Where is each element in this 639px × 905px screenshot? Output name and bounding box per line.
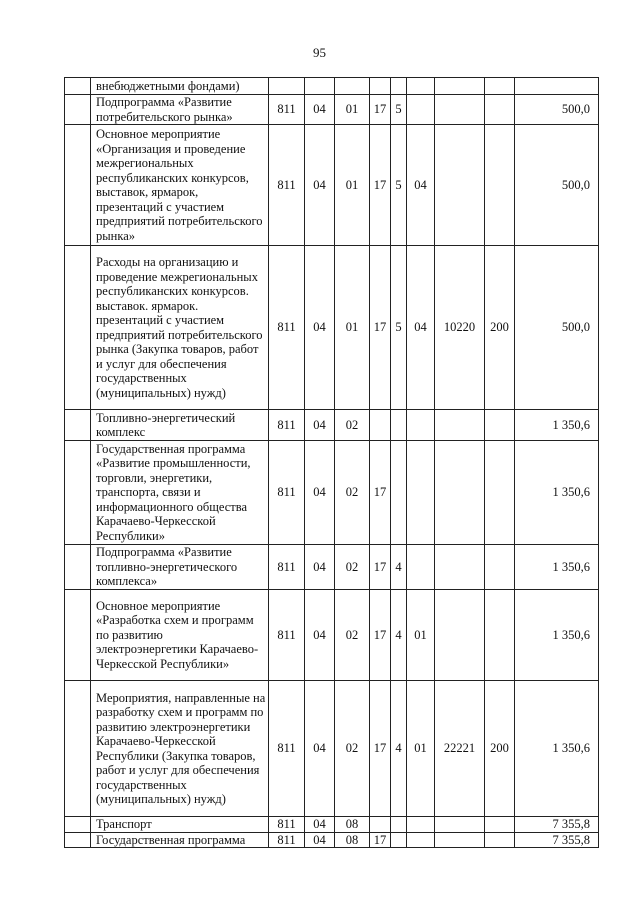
activity-code: 01 bbox=[407, 681, 435, 817]
section-code bbox=[305, 78, 335, 95]
expense-type-code bbox=[485, 590, 515, 681]
expense-type-code: 200 bbox=[485, 681, 515, 817]
direction-code bbox=[435, 95, 485, 125]
amount: 1 350,6 bbox=[515, 545, 599, 590]
amount: 7 355,8 bbox=[515, 817, 599, 833]
table-row bbox=[65, 441, 599, 545]
table-row bbox=[65, 95, 599, 125]
row-spacer bbox=[65, 95, 91, 125]
table-row bbox=[65, 125, 599, 246]
amount: 1 350,6 bbox=[515, 441, 599, 545]
row-spacer bbox=[65, 545, 91, 590]
row-spacer bbox=[65, 817, 91, 833]
program-code: 17 bbox=[370, 832, 391, 848]
table-row bbox=[65, 545, 599, 590]
direction-code bbox=[435, 410, 485, 441]
table-row bbox=[65, 410, 599, 441]
ministry-code: 811 bbox=[269, 410, 305, 441]
activity-code: 04 bbox=[407, 125, 435, 246]
subprogram-code bbox=[391, 817, 407, 833]
table-row bbox=[65, 832, 599, 848]
section-code: 04 bbox=[305, 125, 335, 246]
row-spacer bbox=[65, 410, 91, 441]
row-spacer bbox=[65, 590, 91, 681]
table-row bbox=[65, 590, 599, 681]
budget-table bbox=[64, 77, 599, 848]
amount: 1 350,6 bbox=[515, 410, 599, 441]
item-name: Топливно-энергетический комплекс bbox=[91, 410, 269, 441]
subprogram-code bbox=[391, 78, 407, 95]
expense-type-code bbox=[485, 817, 515, 833]
subprogram-code: 5 bbox=[391, 125, 407, 246]
expense-type-code bbox=[485, 410, 515, 441]
subprogram-code bbox=[391, 410, 407, 441]
section-code: 04 bbox=[305, 95, 335, 125]
subsection-code: 08 bbox=[335, 817, 370, 833]
amount: 7 355,8 bbox=[515, 832, 599, 848]
ministry-code: 811 bbox=[269, 817, 305, 833]
section-code: 04 bbox=[305, 441, 335, 545]
activity-code bbox=[407, 95, 435, 125]
subsection-code: 01 bbox=[335, 246, 370, 410]
subsection-code: 02 bbox=[335, 410, 370, 441]
item-name: Расходы на организацию и проведение межрегиональных республиканских конкурсов. выставок. ярмарок. презентаций с участием предприятий потребительского рынка (Закупка товаров, работ и услуг для обеспечения государственных (муниципальных) нужд) bbox=[91, 246, 269, 410]
ministry-code: 811 bbox=[269, 246, 305, 410]
ministry-code: 811 bbox=[269, 125, 305, 246]
activity-code bbox=[407, 817, 435, 833]
amount: 500,0 bbox=[515, 95, 599, 125]
expense-type-code bbox=[485, 95, 515, 125]
item-name: Государственная программа bbox=[91, 832, 269, 848]
activity-code bbox=[407, 78, 435, 95]
subprogram-code: 4 bbox=[391, 681, 407, 817]
expense-type-code bbox=[485, 78, 515, 95]
expense-type-code bbox=[485, 832, 515, 848]
page-number: 95 bbox=[313, 45, 326, 60]
activity-code bbox=[407, 545, 435, 590]
subsection-code bbox=[335, 78, 370, 95]
item-name: Мероприятия, направленные на разработку схем и программ по развитию электроэнергетики Карачаево-Черкесской Республики (Закупка товаров, работ и услуг для обеспечения государственных (муниципальных) нужд) bbox=[91, 681, 269, 817]
subsection-code: 02 bbox=[335, 590, 370, 681]
item-name: Подпрограмма «Развитие топливно-энергетического комплекса» bbox=[91, 545, 269, 590]
expense-type-code bbox=[485, 125, 515, 246]
amount bbox=[515, 78, 599, 95]
table-row bbox=[65, 817, 599, 833]
ministry-code: 811 bbox=[269, 95, 305, 125]
program-code: 17 bbox=[370, 246, 391, 410]
direction-code bbox=[435, 832, 485, 848]
row-spacer bbox=[65, 681, 91, 817]
item-name: Транспорт bbox=[91, 817, 269, 833]
section-code: 04 bbox=[305, 410, 335, 441]
section-code: 04 bbox=[305, 246, 335, 410]
row-spacer bbox=[65, 441, 91, 545]
direction-code bbox=[435, 545, 485, 590]
subsection-code: 02 bbox=[335, 545, 370, 590]
ministry-code: 811 bbox=[269, 590, 305, 681]
amount: 1 350,6 bbox=[515, 681, 599, 817]
activity-code: 01 bbox=[407, 590, 435, 681]
section-code: 04 bbox=[305, 832, 335, 848]
direction-code bbox=[435, 125, 485, 246]
activity-code bbox=[407, 441, 435, 545]
subprogram-code bbox=[391, 441, 407, 545]
direction-code: 22221 bbox=[435, 681, 485, 817]
row-spacer bbox=[65, 246, 91, 410]
expense-type-code bbox=[485, 545, 515, 590]
subprogram-code: 5 bbox=[391, 246, 407, 410]
item-name: Основное мероприятие «Организация и проведение межрегиональных республиканских конкурсов, выставок, ярмарок, презентаций с участием предприятий потребительского рынка» bbox=[91, 125, 269, 246]
row-spacer bbox=[65, 78, 91, 95]
section-code: 04 bbox=[305, 681, 335, 817]
program-code: 17 bbox=[370, 441, 391, 545]
subprogram-code bbox=[391, 832, 407, 848]
budget-table-body bbox=[65, 78, 599, 848]
expense-type-code: 200 bbox=[485, 246, 515, 410]
subsection-code: 02 bbox=[335, 681, 370, 817]
item-name: Основное мероприятие «Разработка схем и программ по развитию электроэнергетики Карачаево-Черкесской Республики» bbox=[91, 590, 269, 681]
program-code bbox=[370, 817, 391, 833]
expense-type-code bbox=[485, 441, 515, 545]
ministry-code bbox=[269, 78, 305, 95]
ministry-code: 811 bbox=[269, 832, 305, 848]
program-code bbox=[370, 410, 391, 441]
item-name: Подпрограмма «Развитие потребительского рынка» bbox=[91, 95, 269, 125]
section-code: 04 bbox=[305, 590, 335, 681]
subprogram-code: 5 bbox=[391, 95, 407, 125]
program-code bbox=[370, 78, 391, 95]
amount: 500,0 bbox=[515, 125, 599, 246]
subprogram-code: 4 bbox=[391, 590, 407, 681]
direction-code bbox=[435, 441, 485, 545]
program-code: 17 bbox=[370, 95, 391, 125]
program-code: 17 bbox=[370, 125, 391, 246]
subprogram-code: 4 bbox=[391, 545, 407, 590]
table-row bbox=[65, 246, 599, 410]
activity-code: 04 bbox=[407, 246, 435, 410]
item-name: внебюджетными фондами) bbox=[91, 78, 269, 95]
table-row bbox=[65, 78, 599, 95]
row-spacer bbox=[65, 125, 91, 246]
subsection-code: 02 bbox=[335, 441, 370, 545]
activity-code bbox=[407, 832, 435, 848]
section-code: 04 bbox=[305, 545, 335, 590]
direction-code: 10220 bbox=[435, 246, 485, 410]
row-spacer bbox=[65, 832, 91, 848]
amount: 1 350,6 bbox=[515, 590, 599, 681]
direction-code bbox=[435, 817, 485, 833]
subsection-code: 08 bbox=[335, 832, 370, 848]
activity-code bbox=[407, 410, 435, 441]
program-code: 17 bbox=[370, 545, 391, 590]
item-name: Государственная программа «Развитие промышленности, торговли, энергетики, транспорта, связи и информационного общества Карачаево-Черкесской Республики» bbox=[91, 441, 269, 545]
amount: 500,0 bbox=[515, 246, 599, 410]
subsection-code: 01 bbox=[335, 125, 370, 246]
table-row bbox=[65, 681, 599, 817]
program-code: 17 bbox=[370, 590, 391, 681]
direction-code bbox=[435, 78, 485, 95]
ministry-code: 811 bbox=[269, 545, 305, 590]
ministry-code: 811 bbox=[269, 441, 305, 545]
subsection-code: 01 bbox=[335, 95, 370, 125]
direction-code bbox=[435, 590, 485, 681]
section-code: 04 bbox=[305, 817, 335, 833]
ministry-code: 811 bbox=[269, 681, 305, 817]
program-code: 17 bbox=[370, 681, 391, 817]
